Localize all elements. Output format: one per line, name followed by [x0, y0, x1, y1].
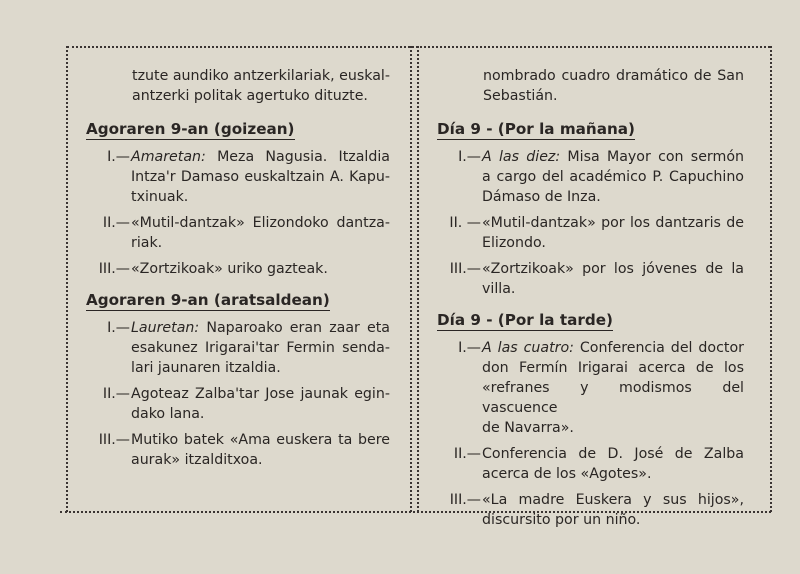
item-time: A las diez:: [482, 149, 561, 165]
item-text: discursito por un niño.: [482, 512, 641, 528]
item-text-line: [482, 378, 744, 418]
item-text: a cargo del académico P. Capuchino: [482, 169, 744, 185]
item-text-line: [131, 358, 390, 378]
program-item: [437, 490, 744, 530]
item-text: «Mutil-dantzak» por los dantzaris de: [482, 215, 744, 231]
item-number: I.—: [458, 149, 481, 165]
item-text: riak.: [131, 235, 163, 251]
item-text-line: [131, 430, 390, 450]
program-item: [86, 147, 390, 207]
item-text-line: [482, 490, 744, 510]
program-item: [437, 338, 744, 438]
item-text-line: [482, 510, 744, 530]
frame-left-border: [66, 46, 68, 512]
item-time: Lauretan:: [131, 320, 200, 336]
item-number: I.—: [107, 320, 130, 336]
spanish-column: [437, 66, 744, 536]
item-text: Naparoako eran zaar eta: [199, 320, 390, 336]
text-line: tzute aundiko antzerkilariak, euskal-: [132, 68, 390, 84]
item-time: A las cuatro:: [482, 340, 574, 356]
item-number: II.—: [102, 215, 130, 231]
item-text-line: [482, 464, 744, 484]
item-text-line: [131, 167, 390, 187]
item-text: villa.: [482, 281, 516, 297]
item-text: acerca de los «Agotes».: [482, 466, 652, 482]
text-line: Sebastián.: [483, 88, 558, 104]
item-text-line: [482, 338, 744, 358]
item-text-line: [131, 213, 390, 233]
item-text: dako lana.: [131, 406, 205, 422]
item-number: III.—: [449, 492, 481, 508]
item-text-line: [131, 259, 390, 279]
text-line: antzerki politak agertuko dituzte.: [132, 88, 368, 104]
basque-column: [86, 66, 390, 476]
item-text-line: [131, 233, 390, 253]
section-heading: Agoraren 9-an (aratsaldean): [86, 291, 330, 309]
item-number: III.—: [98, 261, 130, 277]
column-divider: [410, 46, 412, 512]
item-number: II. —: [449, 215, 481, 231]
item-text-line: [482, 259, 744, 279]
item-text-line: [482, 147, 744, 167]
item-text-line: [482, 358, 744, 378]
program-item: [437, 444, 744, 484]
item-text-line: [482, 167, 744, 187]
item-text: txinuak.: [131, 189, 189, 205]
item-text-line: [482, 418, 744, 438]
item-text: «La madre Euskera y sus hijos»,: [482, 492, 744, 508]
item-text-line: [131, 404, 390, 424]
program-section: [437, 120, 744, 299]
item-number: II.—: [453, 446, 481, 462]
program-section: [437, 311, 744, 530]
column-divider: [417, 46, 419, 512]
program-item: [437, 213, 744, 253]
item-text: Dámaso de Inza.: [482, 189, 601, 205]
item-text-line: [131, 384, 390, 404]
text-line: nombrado cuadro dramático de San: [483, 68, 744, 84]
continued-text: [86, 66, 390, 106]
item-number: I.—: [107, 149, 130, 165]
item-text: «Mutil-dantzak» Elizondoko dantza-: [131, 215, 390, 231]
item-text: Elizondo.: [482, 235, 546, 251]
item-text: Mutiko batek «Ama euskera ta bere: [131, 432, 390, 448]
program-section: [86, 291, 390, 470]
item-text: lari jaunaren itzaldia.: [131, 360, 281, 376]
item-text-line: [131, 318, 390, 338]
item-text: Intza'r Damaso euskaltzain A. Kapu-: [131, 169, 390, 185]
item-number: III.—: [449, 261, 481, 277]
item-text: «Zortzikoak» por los jóvenes de la: [482, 261, 744, 277]
item-number: I.—: [458, 340, 481, 356]
section-heading: Día 9 - (Por la mañana): [437, 120, 635, 138]
item-text-line: [131, 450, 390, 470]
item-text-line: [482, 213, 744, 233]
item-text: aurak» itzalditxoa.: [131, 452, 263, 468]
program-item: [86, 384, 390, 424]
section-heading: Agoraren 9-an (goizean): [86, 120, 295, 138]
item-text-line: [131, 187, 390, 207]
item-text: Misa Mayor con sermón: [560, 149, 745, 165]
section-heading: Día 9 - (Por la tarde): [437, 311, 613, 329]
item-text-line: [131, 147, 390, 167]
item-text-line: [482, 444, 744, 464]
program-item: [86, 318, 390, 378]
item-text-line: [482, 279, 744, 299]
item-time: Amaretan:: [131, 149, 206, 165]
program-item: [437, 259, 744, 299]
item-text: de Navarra».: [482, 420, 574, 436]
frame-right-border: [770, 46, 772, 512]
item-text: «refranes y modismos del vascuence: [482, 380, 744, 416]
item-text: «Zortzikoak» uriko gazteak.: [131, 261, 328, 277]
item-text-line: [482, 233, 744, 253]
item-number: II.—: [102, 386, 130, 402]
item-text-line: [482, 187, 744, 207]
item-number: III.—: [98, 432, 130, 448]
item-text-line: [131, 338, 390, 358]
item-text: Meza Nagusia. Itzaldia: [205, 149, 390, 165]
item-text: don Fermín Irigarai acerca de los: [482, 360, 744, 376]
program-item: [86, 213, 390, 253]
item-text: Conferencia de D. José de Zalba: [482, 446, 744, 462]
item-text: esakunez Irigarai'tar Fermin senda-: [131, 340, 390, 356]
item-text: Agoteaz Zalba'tar Jose jaunak egin-: [131, 386, 390, 402]
item-text: Conferencia del doctor: [573, 340, 744, 356]
program-item: [437, 147, 744, 207]
program-item: [86, 259, 390, 279]
program-section: [86, 120, 390, 279]
program-item: [86, 430, 390, 470]
continued-text: [437, 66, 744, 106]
